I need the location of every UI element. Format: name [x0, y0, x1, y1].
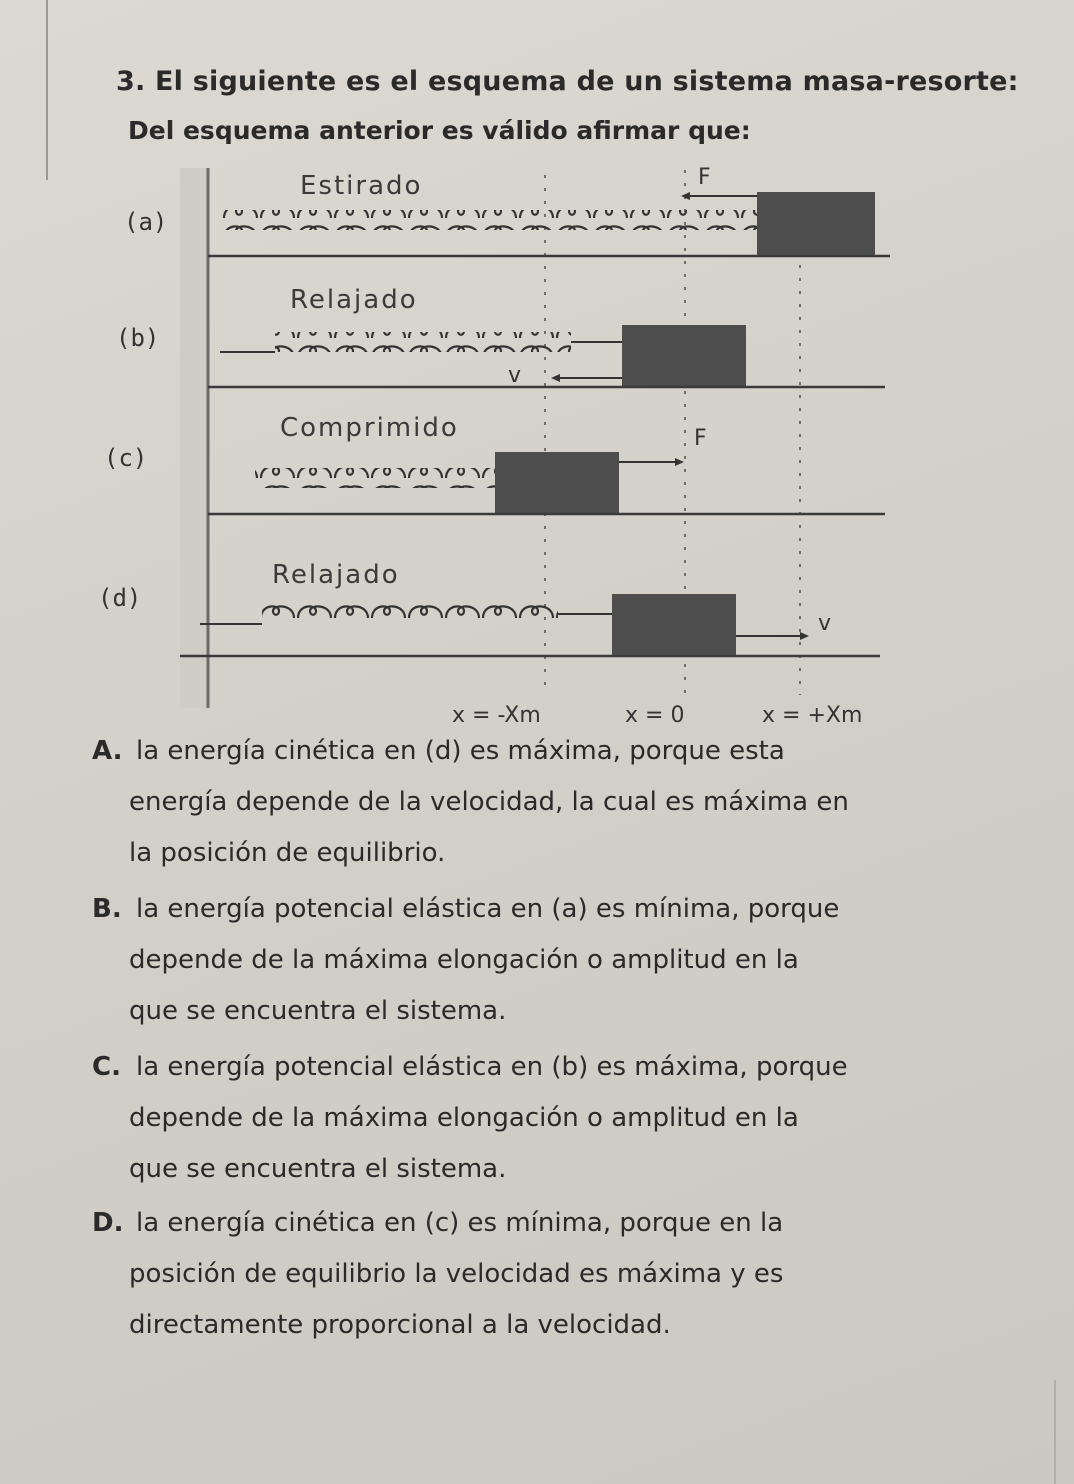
- option-c-letter: C.: [92, 1052, 121, 1082]
- option-a-letter: A.: [92, 736, 123, 766]
- spring-c: [255, 468, 495, 488]
- velocity-label-b: v: [508, 363, 522, 388]
- spring-a: [222, 210, 757, 230]
- page-edge-right: [1054, 1380, 1056, 1484]
- panel-a: [124, 165, 890, 256]
- wall: [180, 168, 208, 708]
- option-b-line-1: la energía potencial elástica en (a) es mínima, porque: [136, 894, 840, 924]
- option-a[interactable]: [92, 726, 1022, 879]
- panel-a-label: Estirado: [300, 171, 423, 201]
- option-c-line-1: la energía potencial elástica en (b) es máxima, porque: [136, 1052, 848, 1082]
- panel-b-tag: (b): [116, 324, 160, 352]
- position-axis: [452, 703, 862, 728]
- panel-a-tag: (a): [124, 208, 168, 236]
- option-c-line-3: que se encuentra el sistema.: [129, 1154, 507, 1184]
- mass-block-b: [622, 325, 746, 387]
- question-subtitle: Del esquema anterior es válido afirmar que:: [128, 116, 751, 145]
- spring-b: [275, 332, 571, 352]
- velocity-label-d: v: [818, 611, 832, 636]
- panel-c-tag: (c): [104, 444, 148, 472]
- option-a-line-2: energía depende de la velocidad, la cual es máxima en: [129, 787, 849, 817]
- spring-d: [262, 604, 558, 624]
- force-label-a: F: [698, 165, 711, 190]
- panel-d: [98, 560, 880, 656]
- option-b-line-3: que se encuentra el sistema.: [129, 996, 507, 1026]
- panel-c-label: Comprimido: [280, 413, 459, 443]
- option-d-line-3: directamente proporcional a la velocidad.: [129, 1310, 671, 1340]
- panel-d-tag: (d): [98, 584, 142, 612]
- force-label-c: F: [694, 426, 707, 451]
- panel-d-label: Relajado: [272, 560, 400, 590]
- panel-c: [104, 413, 885, 514]
- option-a-line-3: la posición de equilibrio.: [129, 838, 446, 868]
- mass-block-a: [757, 192, 875, 256]
- axis-label-zero: x = 0: [625, 703, 685, 728]
- axis-label-neg-xm: x = -Xm: [452, 703, 541, 728]
- axis-label-pos-xm: x = +Xm: [762, 703, 863, 728]
- option-a-line-1: la energía cinética en (d) es máxima, porque esta: [136, 736, 785, 766]
- option-d-letter: D.: [92, 1208, 124, 1238]
- option-b-letter: B.: [92, 894, 122, 924]
- option-c-line-2: depende de la máxima elongación o amplitud en la: [129, 1103, 799, 1133]
- mass-block-c: [495, 452, 619, 514]
- option-c[interactable]: [92, 1042, 1022, 1195]
- question-title: 3. El siguiente es el esquema de un sistema masa-resorte:: [116, 66, 1019, 97]
- mass-block-d: [612, 594, 736, 656]
- option-b[interactable]: [92, 884, 1022, 1037]
- option-b-line-2: depende de la máxima elongación o amplitud en la: [129, 945, 799, 975]
- panel-b: [116, 285, 885, 388]
- panel-b-label: Relajado: [290, 285, 418, 315]
- option-d-line-1: la energía cinética en (c) es mínima, porque en la: [136, 1208, 784, 1238]
- option-d[interactable]: [92, 1198, 1022, 1351]
- mass-spring-diagram: [0, 0, 1074, 740]
- option-d-line-2: posición de equilibrio la velocidad es máxima y es: [129, 1259, 784, 1289]
